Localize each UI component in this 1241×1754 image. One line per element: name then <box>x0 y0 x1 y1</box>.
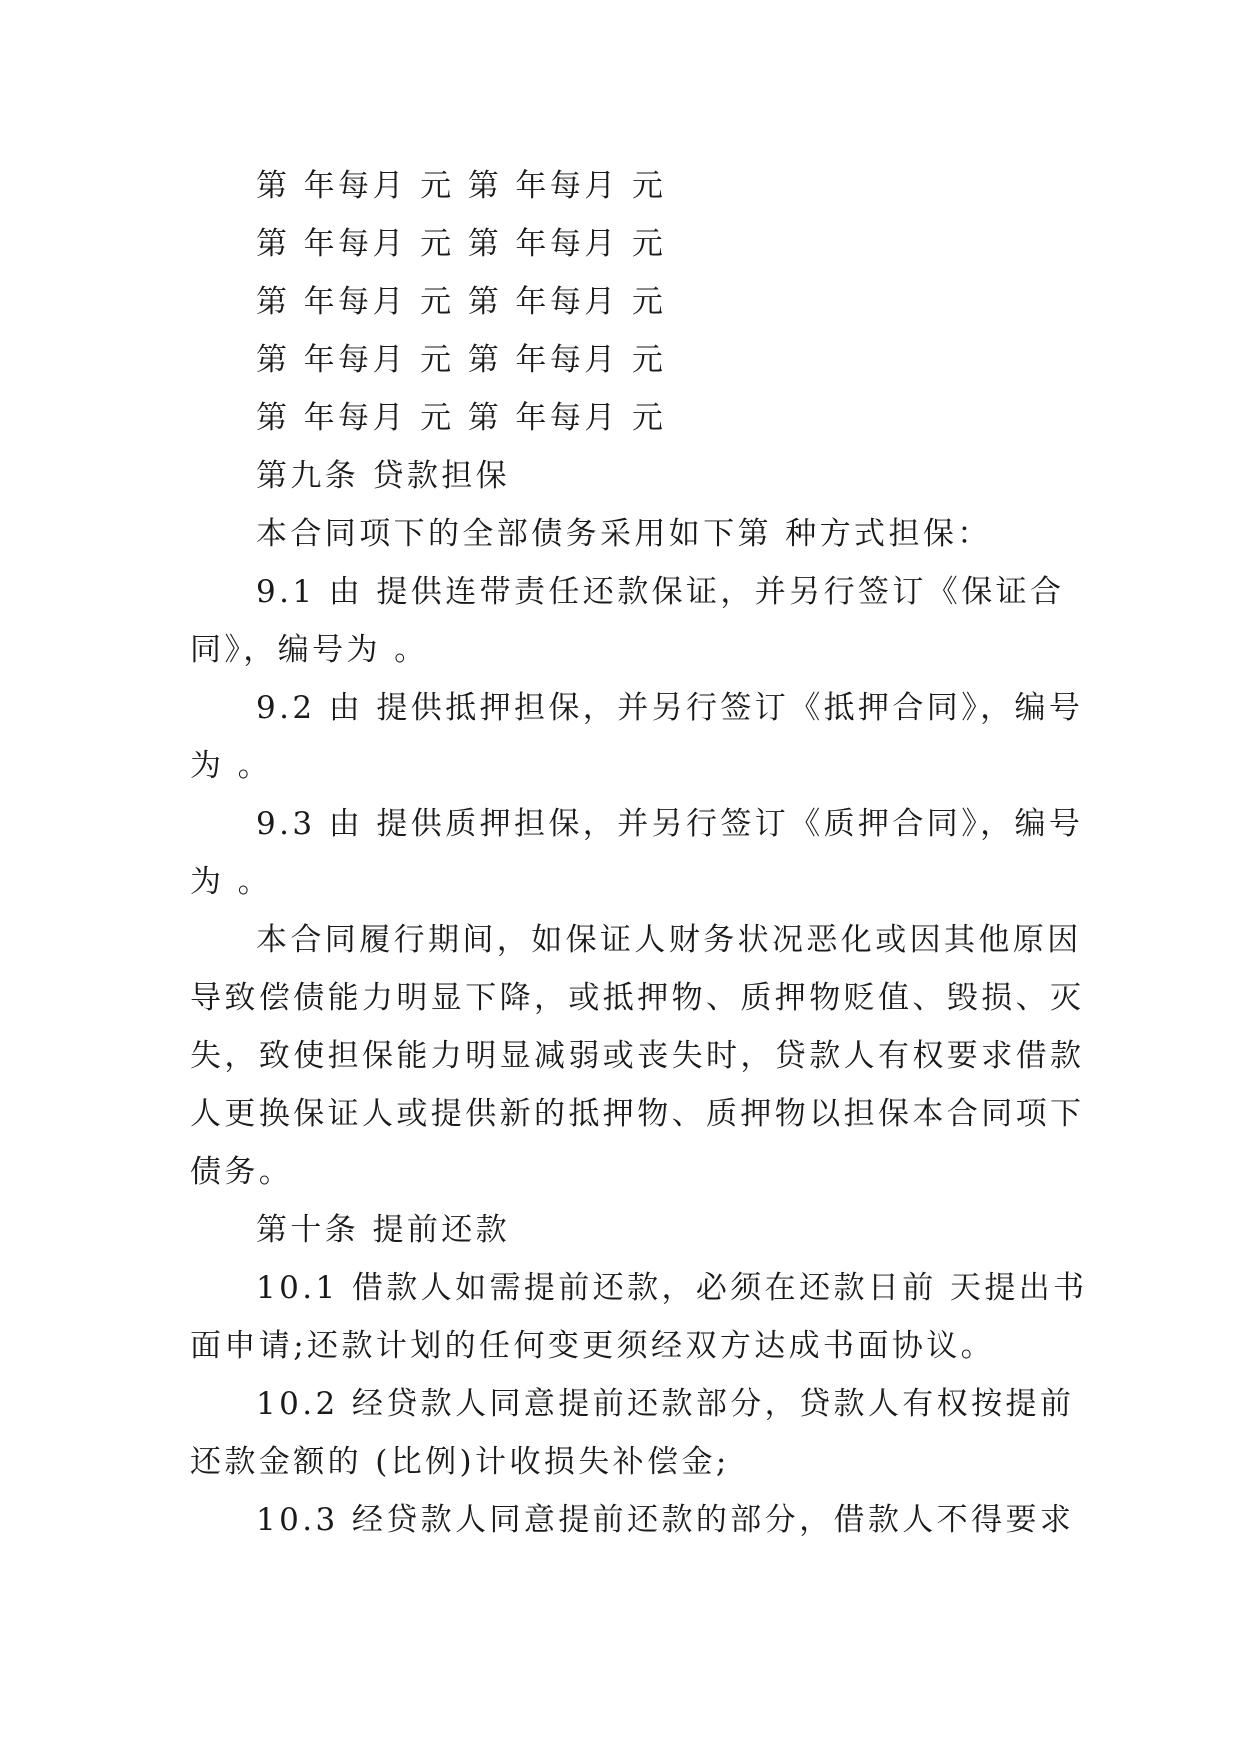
clause-10-1: 10.1 借款人如需提前还款，必须在还款日前 天提出书 <box>256 1270 1088 1306</box>
repayment-schedule-row: 第 年每月 元 第 年每月 元 <box>256 226 667 262</box>
paragraph-line: 人更换保证人或提供新的抵押物、质押物以担保本合同项下 <box>190 1096 1085 1132</box>
repayment-schedule-row: 第 年每月 元 第 年每月 元 <box>256 168 667 204</box>
repayment-schedule-row: 第 年每月 元 第 年每月 元 <box>256 400 667 436</box>
paragraph-line: 导致偿债能力明显下降，或抵押物、质押物贬值、毁损、灭 <box>190 980 1085 1016</box>
article-10-heading: 第十条 提前还款 <box>256 1212 511 1248</box>
clause-9-3-continued: 为 。 <box>190 864 273 900</box>
clause-9-1: 9.1 由 提供连带责任还款保证，并另行签订《保证合 <box>256 574 1065 610</box>
paragraph-line: 本合同履行期间，如保证人财务状况恶化或因其他原因 <box>256 922 1082 958</box>
clause-9-1-continued: 同》，编号为 。 <box>190 632 429 668</box>
clause-10-2: 10.2 经贷款人同意提前还款部分，贷款人有权按提前 <box>256 1386 1075 1422</box>
article-9-heading: 第九条 贷款担保 <box>256 458 511 494</box>
repayment-schedule-row: 第 年每月 元 第 年每月 元 <box>256 342 667 378</box>
clause-10-3: 10.3 经贷款人同意提前还款的部分，借款人不得要求 <box>256 1502 1075 1538</box>
repayment-schedule-row: 第 年每月 元 第 年每月 元 <box>256 284 667 320</box>
paragraph-line: 失，致使担保能力明显减弱或丧失时，贷款人有权要求借款 <box>190 1038 1085 1074</box>
clause-9-3: 9.3 由 提供质押担保，并另行签订《质押合同》，编号 <box>256 806 1084 842</box>
paragraph-line: 本合同项下的全部债务采用如下第 种方式担保： <box>256 516 992 552</box>
paragraph-line: 债务。 <box>190 1154 294 1190</box>
clause-10-2-continued: 还款金额的 (比例)计收损失补偿金; <box>190 1444 730 1480</box>
clause-10-1-continued: 面申请;还款计划的任何变更须经双方达成书面协议。 <box>190 1328 996 1364</box>
clause-9-2: 9.2 由 提供抵押担保，并另行签订《抵押合同》，编号 <box>256 690 1084 726</box>
clause-9-2-continued: 为 。 <box>190 748 273 784</box>
